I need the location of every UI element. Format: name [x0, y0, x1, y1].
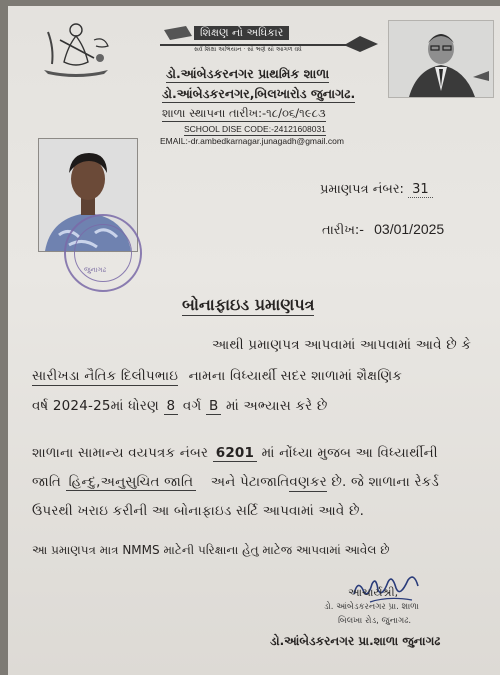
body-line-1: આથી પ્રમાણપત્ર આપવામાં આપવામાં આવે છે કે	[212, 337, 472, 353]
date-label: તારીખ:-	[322, 223, 364, 238]
division-value: B	[206, 398, 221, 415]
principal-role: આચાર્યશ્રી,	[348, 586, 399, 599]
subcaste-value: વણકર	[289, 474, 327, 490]
banner-text: શિક્ષણ નો અધિકાર	[194, 26, 289, 40]
student-name: સારીખડા નૈતિક દિલીપભાઇ	[32, 368, 179, 384]
purpose-note: આ પ્રમાણપત્ર માત્ર NMMS માટેની પરિક્ષાના હેતુ માટેજ આપવામાં આવેલ છે	[32, 543, 390, 557]
school-address: ડો.આંબેડકરનગર,બિલખારોડ જુનાગઢ.	[162, 86, 356, 101]
certificate-number-value: 31	[408, 182, 433, 198]
certificate-number	[320, 182, 433, 197]
stamp-line-2: બિલખા રોડ, જુનાગઢ.	[338, 616, 412, 626]
body-line-5: જાતિ હિન્દુ,અનુસુચિત જાતિ અને પેટાજાતિવણકર છે. જે શાળાના રેકર્ડ	[32, 474, 439, 490]
school-stamp: જુનાગઢ	[64, 214, 142, 292]
school-footer: ડો.આંબેડકરનગર પ્રા.શાળા જુનાગઢ	[270, 634, 441, 648]
certificate-number-label: પ્રમાણપત્ર નંબર:	[320, 182, 404, 197]
register-number: 6201	[213, 445, 257, 462]
saraswati-logo	[34, 18, 118, 78]
standard-value: 8	[164, 398, 179, 415]
school-email: EMAIL:-dr.ambedkarnagar.junagadh@gmail.com	[160, 136, 344, 146]
certificate-title: બોનાફાઇડ પ્રમાણપત્ર	[182, 295, 315, 314]
school-name: ડો.આંબેડકરનગર પ્રાથમિક શાળા	[166, 66, 330, 81]
tagline: સર્વ શિક્ષા અભિયાન · સૌ ભણે સૌ આગળ વધે	[194, 46, 302, 53]
established-date: શાળા સ્થાપના તારીખ:-૧૮/૦૬/૧૯૮૩	[162, 106, 326, 120]
caste-value: હિન્દુ,અનુસુચિત જાતિ	[66, 474, 197, 491]
body-line-2: સારીખડા નૈતિક દિલીપભાઇ નામના વિધ્યાર્થી સદર શાળામાં શૈક્ષણિક	[32, 368, 403, 384]
stamp-line-1: ડો. આંબેડકરનગર પ્રા. શાળા	[324, 602, 419, 612]
date-value: 03/01/2025	[374, 221, 445, 237]
certificate-date	[322, 221, 444, 238]
body-line-3: વર્ષ 2024-25માં ધોરણ 8 વર્ગ B માં અભ્યાસ કરે છે	[32, 398, 328, 414]
certificate-page	[8, 6, 500, 675]
body-line-6: ઉપરથી ખરાઇ કરીની આ બોનાફાઇડ સર્ટિ આપવામાં આવે છે.	[32, 503, 365, 519]
ambedkar-portrait	[388, 20, 494, 98]
dise-code: SCHOOL DISE CODE:-24121608031	[184, 124, 326, 134]
body-line-4: શાળાના સામાન્ય વયપત્રક નંબર 6201 માં નોંધ્યા મુજબ આ વિધ્યાર્થીની	[32, 445, 438, 461]
